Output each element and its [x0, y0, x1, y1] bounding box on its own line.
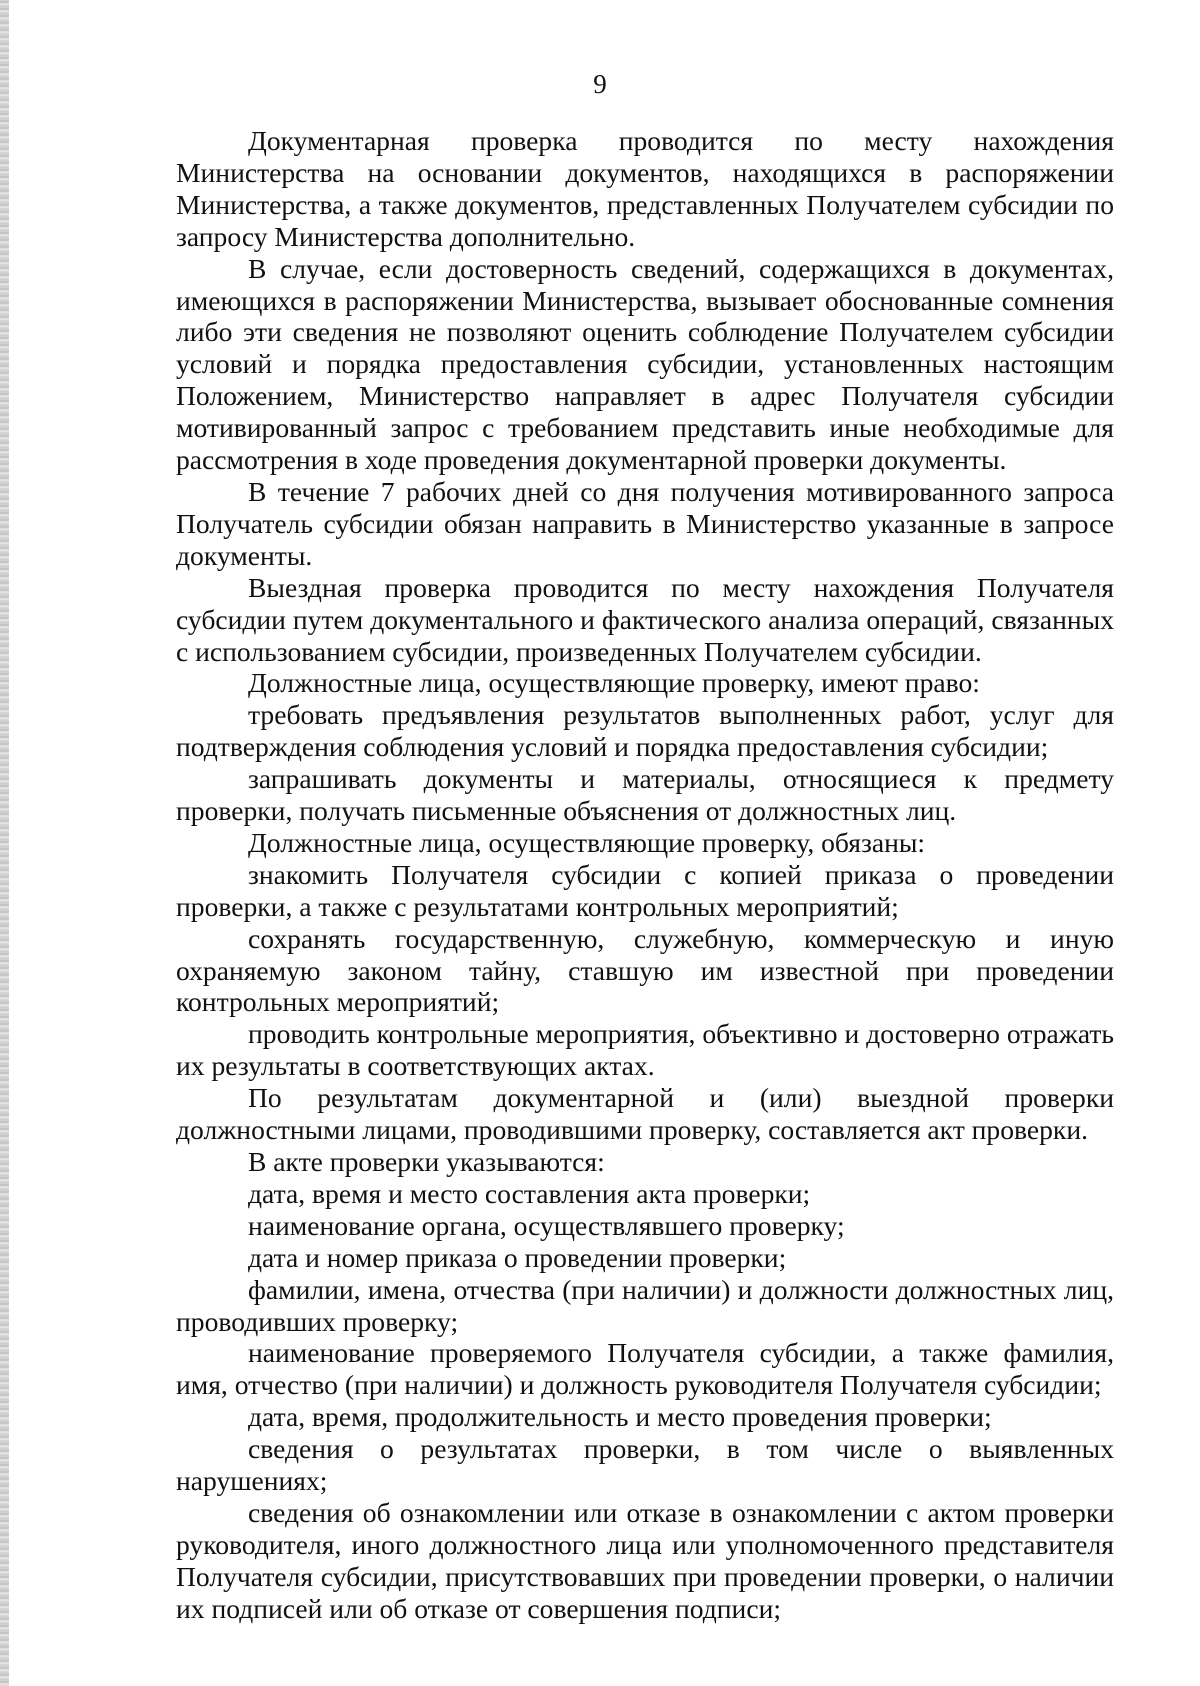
paragraph-act-item-duration: дата, время, продолжительность и место проведения проверки;: [248, 1401, 992, 1433]
paragraph-act-item-results: сведения о результатах проверки, в том числе о выявленных нарушениях;: [176, 1433, 1114, 1497]
paragraph-act-item-date-place: дата, время и место составления акта проверки;: [248, 1177, 811, 1209]
paragraph-reasoned-request: В случае, если достоверность сведений, содержащихся в документах, имеющихся в распоряжении Министерства, вызывает обоснованные сомнения либо эти сведения не позволяют оценить соблюдение Получателем субсидии условий и порядка предоставления субсидии, установленных настоящим Положением, Министерство направляет в адрес Получателя субсидии мотивированный запрос с требованием представить иные необходимые для рассмотрения в ходе проведения документарной проверки документы.: [176, 252, 1114, 476]
paragraph-seven-days: В течение 7 рабочих дней со дня получения мотивированного запроса Получатель субсидии обязан направить в Министерство указанные в запросе документы.: [176, 475, 1114, 571]
paragraph-act-item-officials: фамилии, имена, отчества (при наличии) и должности должностных лиц, проводивших проверку;: [176, 1273, 1114, 1337]
scan-edge: [0, 0, 9, 1686]
paragraph-right-demand-results: требовать предъявления результатов выполненных работ, услуг для подтверждения соблюдения условий и порядка предоставления субсидии;: [176, 699, 1114, 763]
paragraph-onsite-check: Выездная проверка проводится по месту нахождения Получателя субсидии путем документального и фактического анализа операций, связанных с использованием субсидии, произведенных Получателем субсидии.: [176, 571, 1114, 667]
paragraph-act-item-recipient: наименование проверяемого Получателя субсидии, а также фамилия, имя, отчество (при наличии) и должность руководителя Получателя субсидии;: [176, 1337, 1114, 1401]
paragraph-act-contents-heading: В акте проверки указываются:: [248, 1146, 605, 1177]
paragraph-act-item-authority: наименование органа, осуществлявшего проверку;: [248, 1209, 845, 1241]
paragraph-duty-acquaint: знакомить Получателя субсидии с копией приказа о проведении проверки, а также с результатами контрольных мероприятий;: [176, 858, 1114, 922]
paragraph-officials-duties-heading: Должностные лица, осуществляющие проверку, обязаны:: [248, 826, 926, 858]
paragraph-check-act: По результатам документарной и (или) выездной проверки должностными лицами, проводившими проверку, составляется акт проверки.: [176, 1082, 1114, 1146]
paragraph-act-item-acquaintance: сведения об ознакомлении или отказе в ознакомлении с актом проверки руководителя, иного должностного лица или уполномоченного представителя Получателя субсидии, присутствовавших при проведении проверки, о наличии их подписей или об отказе от совершения подписи;: [176, 1496, 1114, 1624]
paragraph-documentary-check-location: Документарная проверка проводится по месту нахождения Министерства на основании документов, находящихся в распоряжении Министерства, а также документов, представленных Получателем субсидии по запросу Министерства дополнительно.: [176, 125, 1114, 252]
paragraph-officials-rights-heading: Должностные лица, осуществляющие проверку, имеют право:: [248, 667, 980, 699]
page-number: 9: [593, 69, 607, 99]
document-body: [176, 125, 1114, 1625]
paragraph-act-item-order: дата и номер приказа о проведении проверки;: [248, 1241, 787, 1273]
paragraph-right-request-documents: запрашивать документы и материалы, относящиеся к предмету проверки, получать письменные объяснения от должностных лиц.: [176, 763, 1114, 827]
paragraph-duty-conduct-measures: проводить контрольные мероприятия, объективно и достоверно отражать их результаты в соответствующих актах.: [176, 1018, 1114, 1082]
paragraph-duty-keep-secret: сохранять государственную, служебную, коммерческую и иную охраняемую законом тайну, ставшую им известной при проведении контрольных мероприятий;: [176, 922, 1114, 1018]
